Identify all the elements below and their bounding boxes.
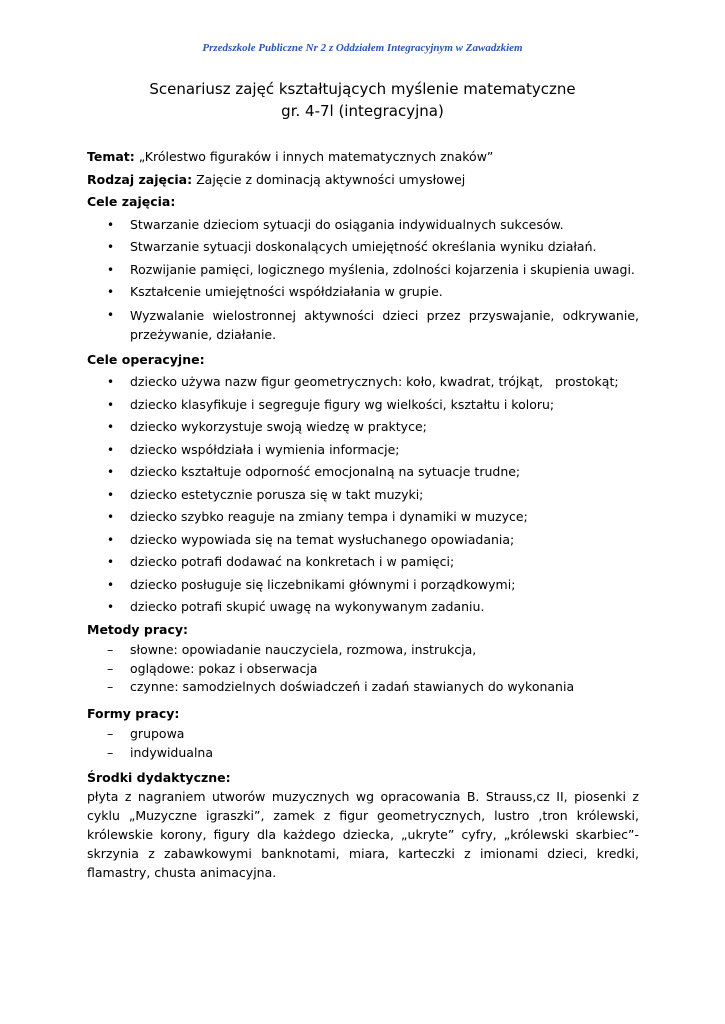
title-line-1: Scenariusz zajęć kształtujących myślenie matematyczne bbox=[149, 80, 576, 98]
bullet-icon: • bbox=[107, 442, 115, 457]
bullet-icon: • bbox=[107, 285, 115, 299]
list-item: • dziecko kształtuje odporność emocjonalną na sytuacje trudne; bbox=[87, 461, 639, 484]
bullet-icon: • bbox=[107, 217, 115, 232]
forms-list bbox=[87, 725, 639, 762]
list-item: • Kształcenie umiejętności współdziałania w grupie. bbox=[87, 281, 639, 304]
operational-goals-list bbox=[87, 371, 639, 619]
list-item: • dziecko używa nazw figur geometrycznych: koło, kwadrat, trójkąt, prostokąt; bbox=[87, 371, 639, 394]
list-item: • dziecko wypowiada się na temat wysłuchanego opowiadania; bbox=[87, 529, 639, 552]
list-item: – czynne: samodzielnych doświadczeń i zadań stawianych do wykonania bbox=[87, 678, 639, 697]
list-item: • dziecko współdziała i wymienia informacje; bbox=[87, 439, 639, 462]
document-content bbox=[87, 146, 639, 882]
title-line-2: gr. 4-7l (integracyjna) bbox=[281, 102, 444, 120]
operational-goals-heading: Cele operacyjne: bbox=[87, 351, 205, 367]
bullet-icon: • bbox=[107, 307, 115, 322]
bullet-icon: • bbox=[107, 487, 115, 502]
methods-heading: Metody pracy: bbox=[87, 621, 189, 637]
bullet-icon: • bbox=[107, 532, 115, 547]
list-item: – słowne: opowiadanie nauczyciela, rozmowa, instrukcja, bbox=[87, 641, 639, 660]
goals-list bbox=[87, 214, 639, 346]
teaching-aids-text: płyta z nagraniem utworów muzycznych wg opracowania B. Strauss,cz II, piosenki z cyklu „Muzyczne igraszki”, zamek z figur geometrycznych, lustro ,tron królewski, królewskie korony, figury dla każdego dziecka, „ukryte” cyfry, „królewski skarbiec”- skrzynia z zabawkowymi banknotami, miara, karteczki z imionami dzieci, kredki, flamastry, chusta animacyjna. bbox=[87, 789, 639, 880]
activity-type-label: Rodzaj zajęcia: bbox=[87, 171, 193, 187]
list-item: • dziecko szybko reaguje na zmiany tempa i dynamiki w muzyce; bbox=[87, 506, 639, 529]
list-item: • dziecko potrafi skupić uwagę na wykonywanym zadaniu. bbox=[87, 596, 639, 619]
teaching-aids-heading: Środki dydaktyczne: bbox=[87, 770, 231, 785]
bullet-icon: • bbox=[107, 600, 115, 614]
list-item: • dziecko estetycznie porusza się w takt muzyki; bbox=[87, 484, 639, 507]
topic-value: „Królestwo figuraków i innych matematycznych znaków” bbox=[138, 149, 494, 164]
list-item: – grupowa bbox=[87, 725, 639, 744]
bullet-icon: • bbox=[107, 420, 115, 434]
dash-icon: – bbox=[107, 679, 114, 694]
page-title bbox=[0, 78, 725, 122]
topic-label: Temat: bbox=[87, 149, 135, 164]
bullet-icon: • bbox=[107, 375, 115, 389]
list-item: • dziecko posługuje się liczebnikami głównymi i porządkowymi; bbox=[87, 574, 639, 597]
list-item: • Rozwijanie pamięci, logicznego myślenia, zdolności kojarzenia i skupienia uwagi. bbox=[87, 259, 639, 282]
dash-icon: – bbox=[107, 726, 114, 741]
bullet-icon: • bbox=[107, 577, 115, 592]
methods-list bbox=[87, 641, 639, 697]
activity-type-row bbox=[87, 169, 639, 192]
topic-row bbox=[87, 146, 639, 169]
list-item: – oglądowe: pokaz i obserwacja bbox=[87, 660, 639, 679]
list-item: • dziecko potrafi dodawać na konkretach i w pamięci; bbox=[87, 551, 639, 574]
bullet-icon: • bbox=[107, 397, 115, 412]
list-item: • dziecko klasyfikuje i segreguje figury wg wielkości, kształtu i koloru; bbox=[87, 394, 639, 417]
list-item: • dziecko wykorzystuje swoją wiedzę w praktyce; bbox=[87, 416, 639, 439]
bullet-icon: • bbox=[107, 465, 115, 479]
bullet-icon: • bbox=[107, 510, 115, 524]
bullet-icon: • bbox=[107, 262, 115, 277]
list-item: • Stwarzanie dzieciom sytuacji do osiągania indywidualnych sukcesów. bbox=[87, 214, 639, 237]
list-item: • Wyzwalanie wielostronnej aktywności dzieci przez przyswajanie, odkrywanie, przeżywanie, działanie. bbox=[107, 307, 639, 342]
goals-heading: Cele zajęcia: bbox=[87, 194, 176, 209]
bullet-icon: • bbox=[107, 240, 115, 254]
activity-type-value: Zajęcie z dominacją aktywności umysłowej bbox=[196, 171, 466, 187]
list-item: • Stwarzanie sytuacji doskonalących umiejętność określania wyniku działań. bbox=[87, 236, 639, 259]
bullet-icon: • bbox=[107, 555, 115, 569]
dash-icon: – bbox=[107, 660, 114, 676]
forms-heading: Formy pracy: bbox=[87, 705, 180, 721]
institution-header: Przedszkole Publiczne Nr 2 z Oddziałem Integracyjnym w Zawadzkiem bbox=[202, 42, 523, 54]
dash-icon: – bbox=[107, 744, 114, 760]
list-item: – indywidualna bbox=[87, 744, 639, 763]
dash-icon: – bbox=[107, 642, 114, 657]
